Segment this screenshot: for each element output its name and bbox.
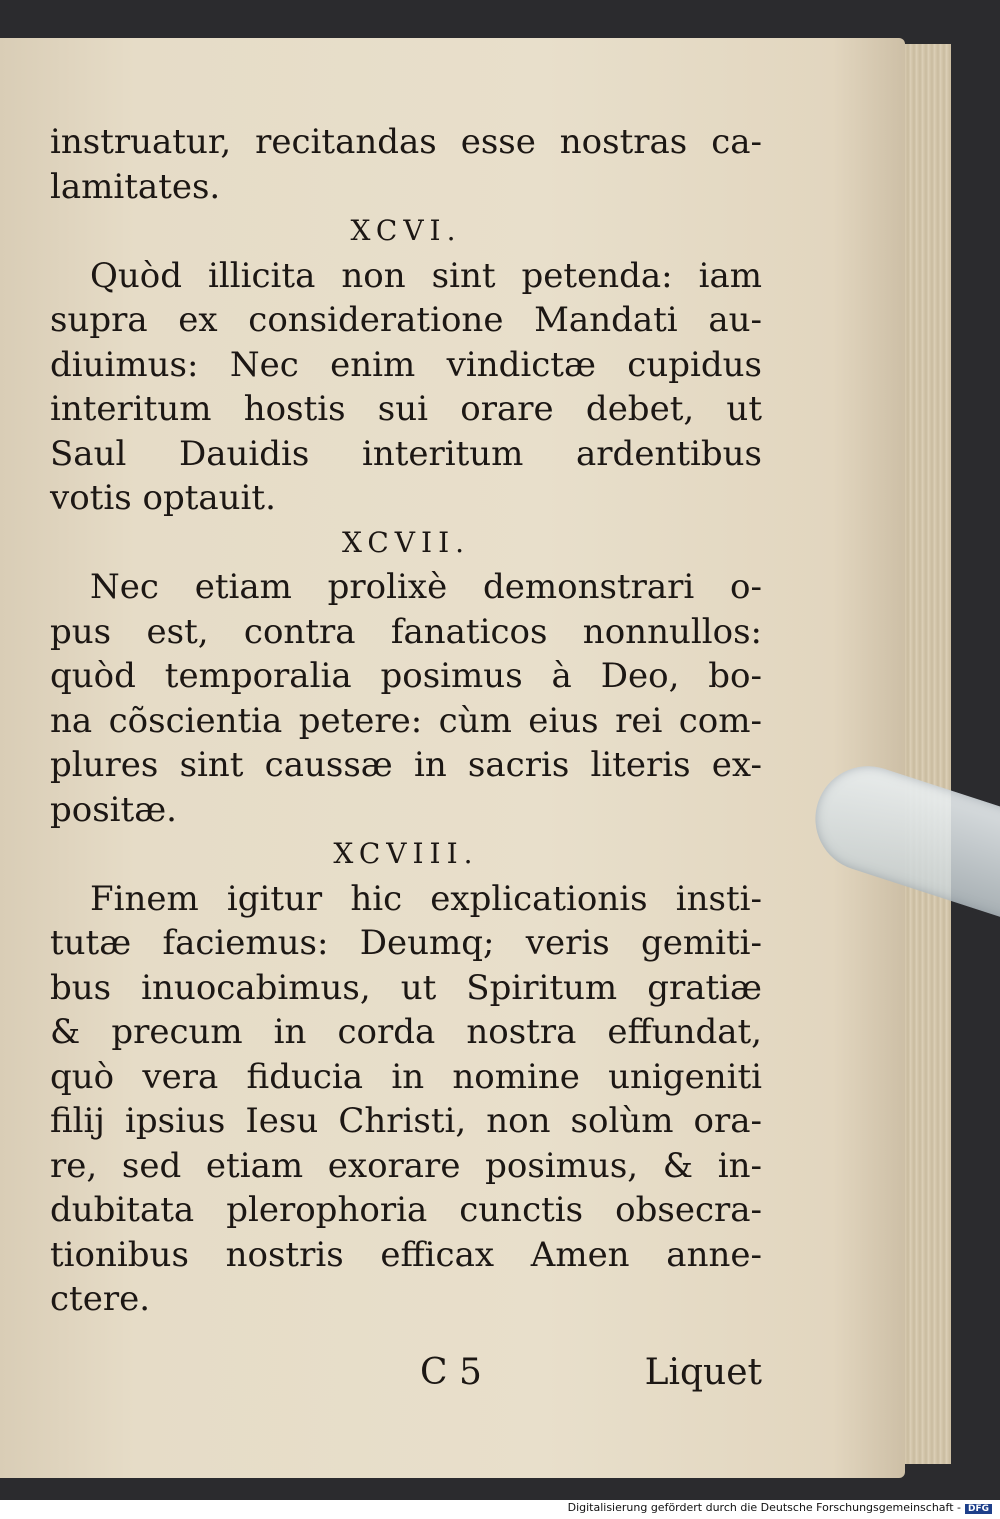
text-line: ctere. — [50, 1279, 151, 1319]
text-line: na cõscientia petere: cùm eius rei com- — [50, 700, 762, 741]
text-line: re, sed etiam exorare posimus, & in- — [50, 1145, 762, 1186]
section-heading: XCVI. — [350, 214, 462, 247]
text-line: quòd temporalia posimus à Deo, bo- — [50, 656, 762, 696]
text-line: supra ex consideratione Mandati au- — [50, 300, 762, 340]
credit-label: Digitalisierung gefördert durch die Deutsche Forschungsgemeinschaft - — [567, 1501, 961, 1514]
text-line: positæ. — [50, 789, 177, 830]
text-line: Quòd illicita non sint petenda: iam — [90, 255, 762, 296]
page-text — [50, 120, 762, 1322]
text-line: pus est, contra fanaticos nonnullos: — [50, 611, 762, 652]
signature-mark: C 5 — [420, 1352, 482, 1393]
text-line: bus inuocabimus, ut Spiritum gratiæ — [50, 967, 762, 1008]
credit-bar — [0, 1500, 1000, 1519]
page-edge — [897, 44, 951, 1464]
text-line: plures sint caussæ in sacris literis ex- — [50, 745, 762, 785]
text-line: Finem igitur hic explicationis insti- — [90, 878, 762, 919]
text-line: votis optauit. — [50, 478, 276, 518]
text-line: interitum hostis sui orare debet, ut — [50, 389, 762, 429]
text-line: lamitates. — [50, 166, 221, 207]
text-line: diuimus: Nec enim vindictæ cupidus — [50, 344, 762, 385]
text-line: & precum in corda nostra effundat, — [50, 1012, 762, 1052]
text-line: filij ipsius Iesu Christi, non solùm ora- — [50, 1101, 762, 1141]
text-line: dubitata plerophoria cunctis obsecra- — [50, 1190, 762, 1230]
text-line: instruatur, recitandas esse nostras ca- — [50, 122, 762, 162]
text-line: tionibus nostris efficax Amen anne- — [50, 1234, 762, 1275]
credit-text — [568, 1501, 992, 1514]
page-footer — [50, 1352, 762, 1398]
section-heading: XCVII. — [341, 525, 471, 559]
text-line: Nec etiam prolixè demonstrari o- — [90, 567, 762, 607]
text-line: quò vera fiducia in nomine unigeniti — [50, 1056, 762, 1097]
dfg-logo-icon: DFG — [965, 1504, 992, 1514]
text-line: tutæ faciemus: Deumq; veris gemiti- — [50, 923, 762, 963]
text-line: Saul Dauidis interitum ardentibus — [50, 433, 762, 474]
section-heading: XCVIII. — [333, 837, 479, 870]
catchword: Liquet — [644, 1352, 762, 1393]
